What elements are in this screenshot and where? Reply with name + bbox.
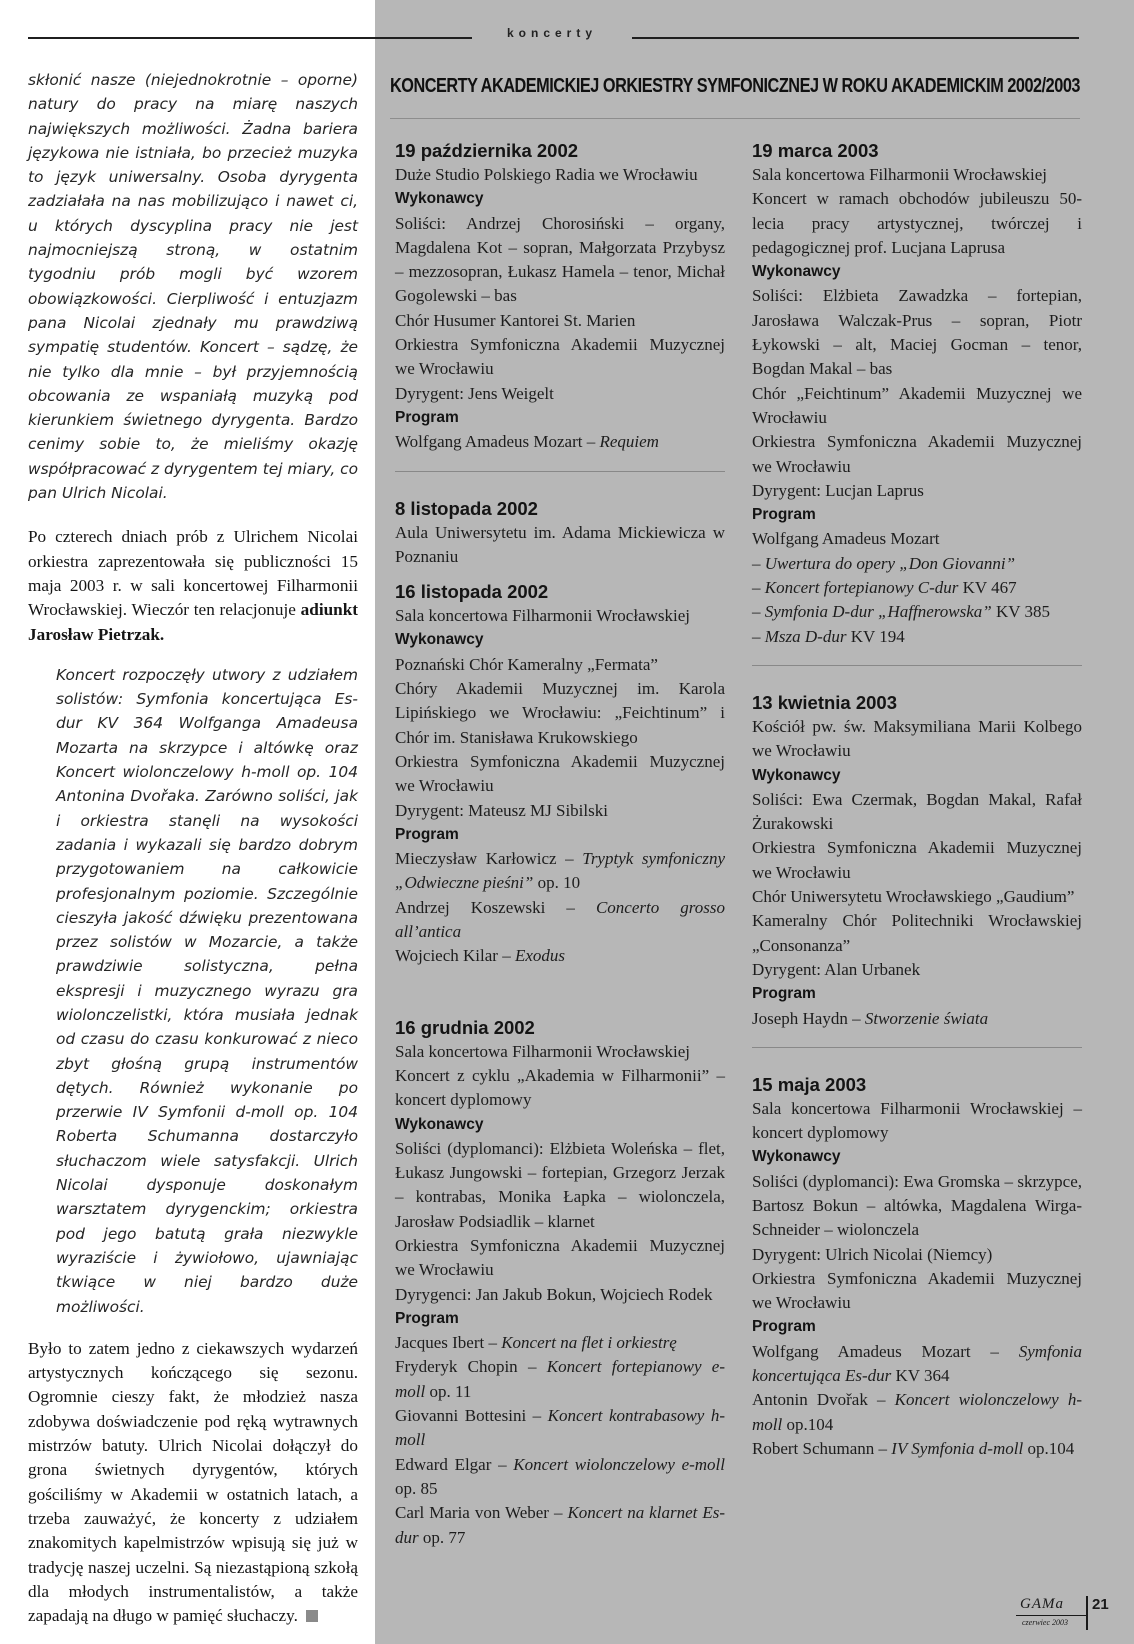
concert-detail [752, 836, 1082, 885]
concert-date: 16 listopada 2002 [395, 581, 549, 603]
detail-text: Soliści (dyplomanci): Ewa Gromska – skrzypce, Bartosz Bokun – altówka, Magdalena Wirga-Schneider – wiolonczela [752, 1171, 1082, 1240]
detail-text: Soliści (dyplomanci): Elżbieta Woleńska – flet, Łukasz Jungowski – fortepian, Grzegorz Jerzak – kontrabas, Monika Łapka – wiolonczela, Jarosław Podsiadlik – klarnet [395, 1138, 725, 1231]
concert-detail [395, 799, 725, 823]
section-heading: Program [395, 408, 459, 426]
detail-text: Soliści: Ewa Czermak, Bogdan Makal, Rafał Żurakowski [752, 789, 1082, 834]
detail-text: Orkiestra Symfoniczna Akademii Muzycznej we Wrocławiu [395, 335, 725, 379]
work-title: Concerto grosso all’antica [395, 897, 725, 942]
concert-detail [752, 430, 1082, 479]
detail-text: Kościół pw. św. Maksymiliana Marii Kolbego we Wrocławiu [752, 716, 1082, 761]
paragraph-text: Było to zatem jedno z ciekawszych wydarzeń artystycznych kończącego się sezonu. Ogromnie cieszy fakt, że młodzież nasza zdobywa doświadczenie pod ręką wytrawnych mistrzów batuty. Ulrich Nicolai dołączył do grona świetnych dyrygentów, których gościliśmy w Akademii w ostatnich latach, a trzeba zauważyć, że koncerty z udziałem znakomitych kapelmistrzów wpisują się już w tradycję naszej uczelni. Są niezastąpioną szkołą dla młodych instrumentalistów, a także zapadają na długo w pamięć słuchaczy. [28, 1338, 358, 1626]
detail-text: Mieczysław Karłowicz – [395, 849, 583, 869]
concert-date: 16 grudnia 2002 [395, 1016, 535, 1038]
section-heading: Wykonawcy [395, 190, 484, 208]
end-of-article-mark [306, 1610, 318, 1622]
concert-detail [395, 1355, 725, 1404]
concert-entry [395, 1015, 725, 1550]
concert-detail [752, 909, 1082, 958]
concert-detail [395, 653, 725, 677]
concert-detail [752, 1007, 1082, 1031]
detail-text: Dyrygent: Mateusz MJ Sibilski [395, 800, 608, 820]
section-heading: Wykonawcy [395, 631, 484, 649]
detail-text: Carl Maria von Weber – [395, 1503, 568, 1523]
detail-text: Dyrygent: Ulrich Nicolai (Niemcy) [752, 1244, 993, 1264]
detail-text: Koncert w ramach obchodów jubileuszu 50-lecia pracy artystycznej, twórczej i pedagogicznej prof. Lucjana Laprusa [752, 189, 1082, 257]
concert-detail [752, 187, 1082, 260]
detail-text: Joseph Haydn – [752, 1008, 865, 1028]
concert-detail [395, 309, 725, 333]
detail-text: Orkiestra Symfoniczna Akademii Muzycznej we Wrocławiu [752, 432, 1082, 476]
work-catalog: op.104 [1023, 1438, 1075, 1458]
concert-detail [752, 1170, 1082, 1243]
work-title: Requiem [599, 432, 659, 452]
concert-detail [395, 212, 725, 309]
concert-detail [752, 885, 1082, 909]
article-column [28, 68, 358, 1628]
detail-text: Koncert z cyklu „Akademia w Filharmonii” – koncert dyplomowy [395, 1065, 725, 1110]
concert-detail [752, 1243, 1082, 1267]
concert-detail [395, 382, 725, 406]
work-title: Koncert wiolonczelowy h-moll [752, 1390, 1083, 1434]
work-title: Koncert wiolonczelowy e-moll [513, 1454, 725, 1474]
concert-detail [395, 521, 725, 570]
concert-detail [395, 163, 725, 187]
detail-text: Poznański Chór Kameralny „Fermata” [395, 654, 658, 674]
section-heading: Wykonawcy [752, 263, 841, 281]
work-catalog: op. 85 [395, 1478, 438, 1498]
detail-text: Edward Elgar – [395, 1454, 514, 1474]
detail-text: Duże Studio Polskiego Radia we Wrocławiu [395, 165, 698, 184]
concert-detail [395, 1283, 725, 1307]
section-label: koncerty [506, 26, 598, 40]
concert-detail [752, 1388, 1082, 1437]
work-catalog: KV 467 [958, 578, 1017, 598]
detail-text: Chór Husumer Kantorei St. Marien [395, 310, 636, 330]
section-heading: Program [752, 506, 816, 524]
concert-detail [395, 333, 725, 382]
concert-detail [752, 715, 1082, 764]
concert-detail [395, 1453, 725, 1502]
detail-text: Giovanni Bottesini – [395, 1406, 548, 1426]
article-paragraph [28, 68, 358, 505]
detail-text: Antonin Dvořak – [752, 1390, 895, 1410]
paragraph-text: Po czterech dniach prób z Ulrichem Nicolai orkiestra zaprezentowała się publiczności 15 maja 2003 r. w sali koncertowej Filharmonii Wrocławskiej. Wieczór ten relacjonuje [28, 527, 358, 620]
detail-text: Orkiestra Symfoniczna Akademii Muzycznej we Wrocławiu [752, 1268, 1082, 1313]
concert-detail [752, 1340, 1082, 1389]
concert-detail [395, 604, 725, 628]
work-title: Stworzenie świata [864, 1008, 989, 1028]
section-heading: Program [395, 825, 459, 843]
detail-text: Robert Schumann – [752, 1438, 892, 1458]
detail-text: Dyrygent: Jens Weigelt [395, 383, 554, 403]
detail-text: Sala koncertowa Filharmonii Wrocławskiej [752, 165, 1048, 184]
paragraph-text: Koncert rozpoczęły utwory z udziałem solistów: Symfonia koncertująca Es-dur KV 364 Wolfganga Amadeusa Mozarta na skrzypce i altówkę oraz Koncert wiolonczelowy h-moll op. 104 Antonina Dvořaka. Zarówno soliści, jak i orkiestra stanęli na wysokości zadania i wykazali się bardzo dobrym przygotowaniem na całkowicie profesjonalnym poziomie. Szczególnie cieszyła jakość dźwięku prezentowana przez solistów w Mozarcie, a także prawdziwie solistyczna, pełna ekspresji i muzycznego wyrazu gra wiolonczelistki, która musiała jednak od czasu do czasu konkurować z nieco zbyt głośną grupą instrumentów dętych. Również wykonanie po przerwie IV Symfonii d-moll op. 104 Roberta Schumanna dostarczyło słuchaczom wiele satysfakcji. Ulrich Nicolai dysponuje doskonałym warsztatem dyrygenckim; orkiestra pod jego batutą grała niezwykle wyraziście i żywiołowo, ujawniając tkwiące w niej bardzo duże możliwości. [56, 665, 358, 1316]
detail-text: Wojciech Kilar – [395, 946, 515, 966]
concert-entry [752, 665, 1082, 1031]
detail-text: Chór „Feichtinum” Akademii Muzycznej we Wrocławiu [752, 383, 1082, 427]
detail-text: Sala koncertowa Filharmonii Wrocławskiej – koncert dyplomowy [752, 1098, 1082, 1143]
detail-text: Dyrygent: Alan Urbanek [752, 959, 921, 979]
concert-detail [752, 625, 1082, 649]
detail-text: Wolfgang Amadeus Mozart – [752, 1341, 1019, 1361]
footer-divider [1086, 1596, 1088, 1630]
detail-text: Orkiestra Symfoniczna Akademii Muzycznej we Wrocławiu [752, 838, 1082, 882]
concert-detail [395, 1331, 725, 1355]
page-number: 21 [1092, 1596, 1109, 1613]
concert-date: 19 października 2002 [395, 140, 579, 161]
work-title: Tryptyk symfoniczny „Odwieczne pieśni” [395, 849, 725, 893]
concerts-title: KONCERTY AKADEMICKIEJ ORKIESTRY SYMFONICZNEJ W ROKU AKADEMICKIM 2002/2003 [390, 74, 1080, 97]
work-title: Koncert kontrabasowy h-moll [395, 1406, 725, 1450]
detail-text: Orkiestra Symfoniczna Akademii Muzycznej we Wrocławiu [395, 1235, 725, 1280]
article-paragraph [28, 1337, 358, 1629]
work-title: Exodus [514, 946, 565, 966]
concert-detail [395, 677, 725, 750]
detail-text: Wolfgang Amadeus Mozart – [395, 432, 600, 452]
detail-text: Wolfgang Amadeus Mozart [752, 529, 940, 549]
detail-text: Soliści: Andrzej Chorosiński – organy, Magdalena Kot – sopran, Małgorzata Przybysz – mezzosopran, Łukasz Hamela – tenor, Michał Gogolewski – bas [395, 213, 725, 306]
detail-text: Orkiestra Symfoniczna Akademii Muzycznej we Wrocławiu [395, 751, 725, 796]
concert-entry [395, 579, 725, 968]
concert-entry [395, 471, 725, 570]
header-rule-right [632, 37, 1079, 39]
detail-text: Andrzej Koszewski – [395, 897, 596, 917]
concert-date: 8 listopada 2002 [395, 497, 538, 519]
work-title: Koncert na flet i orkiestrę [501, 1333, 677, 1353]
detail-text: Chóry Akademii Muzycznej im. Karola Lipińskiego we Wrocławiu: „Feichtinum” i Chór im. Stanisława Krukowskiego [395, 679, 725, 747]
detail-text: Jacques Ibert – [395, 1333, 502, 1353]
detail-text: Fryderyk Chopin – [395, 1357, 547, 1377]
work-title: – Koncert fortepianowy C-dur [752, 578, 959, 598]
concert-detail [752, 1437, 1082, 1461]
concert-detail [752, 552, 1082, 576]
section-heading: Program [752, 1318, 816, 1336]
work-catalog: op. 77 [418, 1527, 466, 1547]
concert-detail [752, 163, 1082, 187]
detail-text: Sala koncertowa Filharmonii Wrocławskiej [395, 1041, 691, 1061]
concert-entry [752, 1047, 1082, 1461]
magazine-name: GAMa [1020, 1596, 1064, 1612]
work-title: Koncert fortepianowy e-moll [395, 1357, 725, 1401]
concert-date: 19 marca 2003 [752, 140, 879, 161]
concert-list-right [752, 138, 1082, 1461]
work-title: IV Symfonia d-moll [891, 1438, 1024, 1458]
concert-detail [752, 600, 1082, 624]
work-catalog: op.104 [782, 1414, 834, 1434]
work-title: Koncert na klarnet Es-dur [395, 1503, 725, 1547]
detail-text: Aula Uniwersytetu im. Adama Mickiewicza w Poznaniu [395, 522, 725, 566]
concert-detail [395, 430, 725, 454]
concert-detail [395, 1404, 725, 1453]
concert-detail [752, 788, 1082, 837]
detail-text: Sala koncertowa Filharmonii Wrocławskiej [395, 606, 691, 626]
article-paragraph [28, 663, 358, 1319]
concert-detail [395, 847, 725, 896]
detail-text: Soliści: Elżbieta Zawadzka – fortepian, Jarosława Walczak-Prus – sopran, Piotr Łykowski – alt, Maciej Gocman – tenor, Bogdan Makal – bas [752, 286, 1082, 379]
concert-detail [752, 958, 1082, 982]
work-title: Symfonia koncertująca Es-dur [752, 1341, 1082, 1386]
detail-text: Kameralny Chór Politechniki Wrocławskiej „Consonanza” [752, 911, 1082, 955]
section-heading: Wykonawcy [752, 1148, 841, 1166]
detail-text: Dyrygent: Lucjan Laprus [752, 480, 924, 500]
detail-text: Chór Uniwersytetu Wrocławskiego „Gaudium” [752, 887, 1075, 907]
work-title: – Uwertura do opery „Don Giovanni” [752, 553, 1016, 573]
title-rule [390, 118, 1080, 119]
article-paragraph [28, 525, 358, 646]
concert-detail [395, 896, 725, 945]
issue-date: czerwiec 2003 [1022, 1618, 1068, 1627]
concert-date: 13 kwietnia 2003 [752, 691, 898, 713]
work-catalog: KV 385 [991, 602, 1050, 622]
concert-date: 15 maja 2003 [752, 1073, 867, 1095]
section-heading: Program [752, 985, 816, 1003]
work-catalog: op. 11 [425, 1381, 472, 1401]
concert-entry [395, 138, 725, 455]
concert-detail [395, 1064, 725, 1113]
concert-detail [752, 1097, 1082, 1146]
concert-detail [395, 944, 725, 968]
work-catalog: KV 194 [846, 626, 905, 646]
section-heading: Wykonawcy [752, 766, 841, 784]
concert-detail [752, 479, 1082, 503]
work-title: – Symfonia D-dur „Haffnerowska” [752, 602, 992, 622]
work-catalog: KV 364 [891, 1366, 950, 1386]
concert-detail [752, 1267, 1082, 1316]
detail-text: Dyrygenci: Jan Jakub Bokun, Wojciech Rodek [395, 1284, 713, 1304]
concert-detail [752, 576, 1082, 600]
concert-entry [752, 138, 1082, 649]
concert-detail [395, 1137, 725, 1234]
section-heading: Wykonawcy [395, 1115, 484, 1133]
footer-rule [1016, 1615, 1086, 1616]
concert-detail [752, 382, 1082, 431]
concert-detail [395, 750, 725, 799]
concert-detail [752, 284, 1082, 381]
work-title: – Msza D-dur [752, 626, 847, 646]
paragraph-text: skłonić nasze (niejednokrotnie – oporne) natury do pracy na miarę naszych największych możliwości. Żadna bariera językowa nie istniała, bo przecież muzyka to język uniwersalny. Osoba dyrygenta zadziałała na nas mobilizująco i nawet ci, u których dyscyplina pracy nie jest najmocniejszą stroną, w ostatnim tygodniu prób mogli być wzorem obowiązkowości. Cierpliwość i entuzjazm pana Nicolai zjednały mu prawdziwą sympatię studentów. Koncert – sądzę, że nie tylko dla mnie – był przyjemnością obcowania ze wspaniałą muzyką pod kierunkiem świetnego dyrygenta. Bardzo cenimy sobie to, że mieliśmy okazję współpracować z dyrygentem tej miary, co pan Ulrich Nicolai. [28, 71, 358, 503]
concert-detail [395, 1234, 725, 1283]
author-name: adiunkt Jarosław Pietrzak. [28, 600, 358, 644]
work-catalog: op. 10 [533, 873, 581, 893]
section-heading: Program [395, 1309, 459, 1327]
concert-detail [395, 1040, 725, 1064]
concert-detail [752, 527, 1082, 551]
concert-list-left [395, 138, 725, 1550]
concert-detail [395, 1501, 725, 1550]
header-rule-left [28, 37, 472, 39]
